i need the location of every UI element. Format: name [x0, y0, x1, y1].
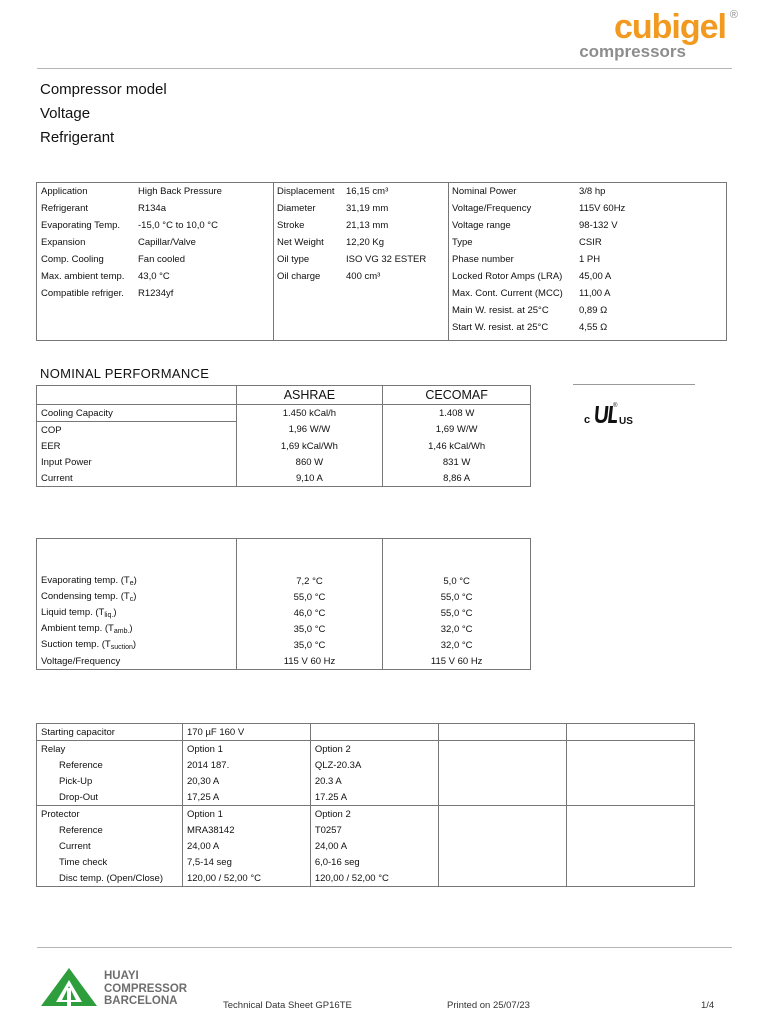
- table-header-row: [37, 539, 531, 574]
- table-row: [37, 405, 531, 422]
- relay-option-1: Option 1: [182, 741, 310, 758]
- protector-option-2-value: T0257: [310, 822, 438, 838]
- row-label: COP: [37, 422, 237, 439]
- spec-row: [37, 183, 273, 200]
- label-tail: ): [133, 575, 137, 586]
- ashrae-value: 1,69 kCal/Wh: [236, 438, 383, 454]
- spec-row: [273, 217, 448, 234]
- spec-value: Capillar/Valve: [138, 237, 196, 248]
- starting-capacitor-value: 170 µF 160 V: [182, 724, 310, 741]
- spec-value: 21,13 mm: [346, 220, 389, 231]
- spec-key: Compatible refriger.: [41, 288, 124, 299]
- cecomaf-value: 5,0 °C: [383, 573, 531, 589]
- cert-divider: [573, 384, 695, 385]
- spec-row: [448, 217, 726, 234]
- cecomaf-value: 1,46 kCal/Wh: [383, 438, 531, 454]
- empty-cell: [438, 854, 567, 870]
- spec-value: 400 cm³: [346, 271, 381, 282]
- spec-row: [273, 200, 448, 217]
- label-tail: ): [113, 607, 117, 618]
- empty-cell: [310, 724, 438, 741]
- protector-option-2: Option 2: [310, 806, 438, 823]
- table-row: [37, 621, 531, 637]
- table-row: [37, 637, 531, 653]
- spec-row: [37, 234, 273, 251]
- company-line: HUAYI: [104, 970, 139, 982]
- spec-key: Displacement: [277, 186, 335, 197]
- empty-cell: [567, 724, 695, 741]
- cecomaf-value: 32,0 °C: [383, 637, 531, 653]
- ashrae-value: 115 V 60 Hz: [236, 653, 383, 670]
- spec-key: Type: [452, 237, 473, 248]
- blank-header-cell: [37, 539, 237, 574]
- spec-col-application: [37, 183, 273, 340]
- table-row: [37, 773, 695, 789]
- spec-row: [273, 234, 448, 251]
- spec-key: Evaporating Temp.: [41, 220, 121, 231]
- protector-option-2-value: 24,00 A: [310, 838, 438, 854]
- cert-us: US: [619, 416, 633, 427]
- printed-date: Printed on 25/07/23: [447, 1000, 530, 1011]
- spec-row: [448, 285, 726, 302]
- protector-disc-temp-label: Disc temp. (Open/Close): [37, 870, 183, 887]
- spec-value: 3/8 hp: [579, 186, 606, 197]
- protector-option-1: Option 1: [182, 806, 310, 823]
- document-title: Technical Data Sheet GP16TE: [223, 1000, 352, 1011]
- spec-value: R134a: [138, 203, 166, 214]
- registered-mark: ®: [729, 9, 738, 21]
- spec-row: [448, 268, 726, 285]
- huayi-mountain-icon: [38, 966, 100, 1010]
- empty-cell: [567, 838, 695, 854]
- ashrae-value: 46,0 °C: [236, 605, 383, 621]
- table-row: [37, 653, 531, 670]
- ashrae-value: 860 W: [236, 454, 383, 470]
- label-text: Ambient temp. (T: [41, 623, 114, 634]
- spec-value: 12,20 Kg: [346, 237, 385, 248]
- relay-option-1-value: 2014 187.: [182, 757, 310, 773]
- spec-key: Net Weight: [277, 237, 324, 248]
- company-name: [104, 970, 187, 1008]
- spec-row: [37, 251, 273, 268]
- empty-cell: [438, 822, 567, 838]
- spec-key: Diameter: [277, 203, 316, 214]
- relay-reference-label: Reference: [37, 757, 183, 773]
- label-subscript: c: [129, 596, 134, 603]
- brand-name: cubigel: [613, 8, 726, 46]
- empty-cell: [567, 854, 695, 870]
- cecomaf-value: 32,0 °C: [383, 621, 531, 637]
- protector-option-1-value: 7,5-14 seg: [182, 854, 310, 870]
- row-label: [37, 605, 237, 621]
- empty-cell: [567, 822, 695, 838]
- spec-value: 16,15 cm³: [346, 186, 389, 197]
- ashrae-value: 7,2 °C: [236, 573, 383, 589]
- row-label: EER: [37, 438, 237, 454]
- ul-recognized-icon: [583, 400, 653, 430]
- header-divider: [37, 68, 732, 69]
- relay-option-2-value: 20.3 A: [310, 773, 438, 789]
- spec-value: -15,0 °C to 10,0 °C: [138, 220, 218, 231]
- empty-cell: [567, 789, 695, 806]
- table-row: [37, 757, 695, 773]
- brand-tagline: compressors: [579, 42, 686, 61]
- spec-row: [273, 251, 448, 268]
- row-label: [37, 637, 237, 653]
- table-row: [37, 454, 531, 470]
- spec-row: [37, 285, 273, 302]
- company-line: COMPRESSOR: [104, 982, 188, 995]
- empty-cell: [438, 806, 567, 823]
- empty-cell: [438, 870, 567, 887]
- label-text: Evaporating temp. (T: [41, 575, 130, 586]
- spec-value: CSIR: [579, 237, 602, 248]
- page-number: 1/4: [701, 1000, 715, 1011]
- table-row: [37, 741, 695, 758]
- spec-value: High Back Pressure: [138, 186, 222, 197]
- empty-cell: [438, 724, 567, 741]
- spec-value: 43,0 °C: [138, 271, 170, 282]
- spec-value: Fan cooled: [138, 254, 186, 265]
- spec-row: [448, 234, 726, 251]
- table-row: [37, 605, 531, 621]
- table-row: [37, 438, 531, 454]
- spec-row: [448, 251, 726, 268]
- protector-option-1-value: MRA38142: [182, 822, 310, 838]
- table-row: [37, 589, 531, 605]
- row-label: [37, 653, 237, 670]
- spec-row: [448, 302, 726, 319]
- row-label: Cooling Capacity: [37, 405, 237, 422]
- huayi-logo: [38, 966, 218, 1010]
- conditions-table: [36, 538, 531, 670]
- relay-label: Relay: [37, 741, 183, 758]
- spec-value: ISO VG 32 ESTER: [346, 254, 427, 265]
- spec-row: [448, 319, 726, 336]
- empty-cell: [567, 741, 695, 758]
- spec-key: Voltage range: [452, 220, 511, 231]
- cecomaf-value: 8,86 A: [383, 470, 531, 487]
- empty-cell: [438, 757, 567, 773]
- table-row: [37, 854, 695, 870]
- ashrae-value: 35,0 °C: [236, 637, 383, 653]
- spec-key: Voltage/Frequency: [452, 203, 532, 214]
- relay-option-2-value: QLZ-20.3A: [310, 757, 438, 773]
- label-tail: ): [133, 591, 137, 602]
- spec-key: Oil charge: [277, 271, 321, 282]
- cecomaf-value: 1.408 W: [383, 405, 531, 422]
- spec-col-mechanical: [273, 183, 448, 340]
- spec-key: Locked Rotor Amps (LRA): [452, 271, 563, 282]
- spec-value: 11,00 A: [579, 288, 611, 299]
- label-text: Condensing temp. (T: [41, 591, 130, 602]
- protector-time-check-label: Time check: [37, 854, 183, 870]
- table-row: [37, 806, 695, 823]
- spec-value: 45,00 A: [579, 271, 612, 282]
- spec-value: 0,89 Ω: [579, 305, 608, 316]
- spec-row: [37, 217, 273, 234]
- protector-reference-label: Reference: [37, 822, 183, 838]
- company-line: BARCELONA: [104, 995, 178, 1007]
- electrical-components-table: [36, 723, 695, 887]
- spec-value: 4,55 Ω: [579, 322, 608, 333]
- row-label: Current: [37, 470, 237, 487]
- spec-key: Start W. resist. at 25°C: [452, 322, 549, 333]
- row-label: [37, 589, 237, 605]
- nominal-performance-title: NOMINAL PERFORMANCE: [40, 366, 210, 381]
- performance-table: [36, 385, 531, 487]
- relay-option-1-value: 17,25 A: [182, 789, 310, 806]
- cert-c: c: [584, 414, 591, 426]
- row-label: [37, 573, 237, 589]
- relay-option-2-value: 17.25 A: [310, 789, 438, 806]
- empty-cell: [438, 789, 567, 806]
- ashrae-value: 1.450 kCal/h: [236, 405, 383, 422]
- cecomaf-value: 115 V 60 Hz: [383, 653, 531, 670]
- table-row: [37, 724, 695, 741]
- spec-key: Nominal Power: [452, 186, 517, 197]
- empty-cell: [567, 773, 695, 789]
- protector-current-label: Current: [37, 838, 183, 854]
- table-row: [37, 470, 531, 487]
- spec-value: 115V 60Hz: [579, 203, 626, 214]
- ashrae-value: 1,96 W/W: [236, 422, 383, 439]
- protector-option-2-value: 120,00 / 52,00 °C: [310, 870, 438, 887]
- row-label: Input Power: [37, 454, 237, 470]
- spec-row: [448, 200, 726, 217]
- label-text: Voltage/Frequency: [41, 655, 121, 667]
- relay-dropout-label: Drop-Out: [37, 789, 183, 806]
- blank-header-cell: [236, 539, 383, 574]
- label-tail: ): [129, 623, 133, 634]
- compressor-model-label: Compressor model: [40, 81, 167, 98]
- label-text: Liquid temp. (T: [41, 607, 105, 618]
- table-row: [37, 789, 695, 806]
- spec-key: Comp. Cooling: [41, 254, 104, 265]
- label-subscript: suction: [110, 644, 133, 651]
- empty-cell: [438, 741, 567, 758]
- spec-key: Oil type: [277, 254, 310, 265]
- spec-key: Refrigerant: [41, 203, 88, 214]
- spec-key: Application: [41, 186, 88, 197]
- relay-pickup-label: Pick-Up: [37, 773, 183, 789]
- ashrae-value: 55,0 °C: [236, 589, 383, 605]
- spec-key: Max. ambient temp.: [41, 271, 125, 282]
- empty-cell: [438, 773, 567, 789]
- spec-row: [448, 183, 726, 200]
- cecomaf-value: 55,0 °C: [383, 605, 531, 621]
- empty-cell: [567, 806, 695, 823]
- spec-key: Expansion: [41, 237, 86, 248]
- cert-reg: ®: [613, 403, 618, 409]
- label-text: Suction temp. (T: [41, 639, 111, 650]
- spec-key: Stroke: [277, 220, 305, 231]
- table-row: [37, 573, 531, 589]
- spec-key: Max. Cont. Current (MCC): [452, 288, 563, 299]
- refrigerant-label: Refrigerant: [40, 129, 115, 146]
- relay-option-1-value: 20,30 A: [182, 773, 310, 789]
- ashrae-value: 35,0 °C: [236, 621, 383, 637]
- voltage-label: Voltage: [40, 105, 91, 122]
- ashrae-value: 9,10 A: [236, 470, 383, 487]
- spec-col-electrical: [448, 183, 726, 340]
- spec-row: [273, 268, 448, 285]
- spec-row: [273, 183, 448, 200]
- table-header-row: [37, 386, 531, 405]
- table-row: [37, 870, 695, 887]
- blank-header-cell: [37, 386, 237, 405]
- protector-option-2-value: 6,0-16 seg: [310, 854, 438, 870]
- label-tail: ): [132, 639, 137, 650]
- relay-option-2: Option 2: [310, 741, 438, 758]
- cecomaf-value: 1,69 W/W: [383, 422, 531, 439]
- empty-cell: [438, 838, 567, 854]
- empty-cell: [567, 870, 695, 887]
- cubigel-logo: [518, 8, 738, 61]
- spec-key: Phase number: [452, 254, 514, 265]
- blank-header-cell: [383, 539, 531, 574]
- model-summary: [40, 78, 167, 150]
- spec-value: 31,19 mm: [346, 203, 389, 214]
- protector-label: Protector: [37, 806, 183, 823]
- table-row: [37, 422, 531, 439]
- footer-divider: [37, 947, 732, 948]
- spec-value: 98-132 V: [579, 220, 618, 231]
- cecomaf-value: 831 W: [383, 454, 531, 470]
- spec-key: Main W. resist. at 25°C: [452, 305, 549, 316]
- table-row: [37, 838, 695, 854]
- spec-value: R1234yf: [138, 288, 174, 299]
- cecomaf-value: 55,0 °C: [383, 589, 531, 605]
- label-subscript: amb.: [113, 628, 130, 635]
- ashrae-header: ASHRAE: [236, 386, 383, 405]
- label-subscript: e: [129, 580, 134, 587]
- empty-cell: [567, 757, 695, 773]
- label-subscript: liq.: [104, 612, 114, 619]
- spec-row: [37, 268, 273, 285]
- spec-value: 1 PH: [579, 254, 601, 265]
- row-label: [37, 621, 237, 637]
- table-row: [37, 822, 695, 838]
- cecomaf-header: CECOMAF: [383, 386, 531, 405]
- spec-row: [37, 200, 273, 217]
- spec-table: [36, 182, 727, 341]
- starting-capacitor-label: Starting capacitor: [37, 724, 183, 741]
- protector-option-1-value: 24,00 A: [182, 838, 310, 854]
- protector-option-1-value: 120,00 / 52,00 °C: [182, 870, 310, 887]
